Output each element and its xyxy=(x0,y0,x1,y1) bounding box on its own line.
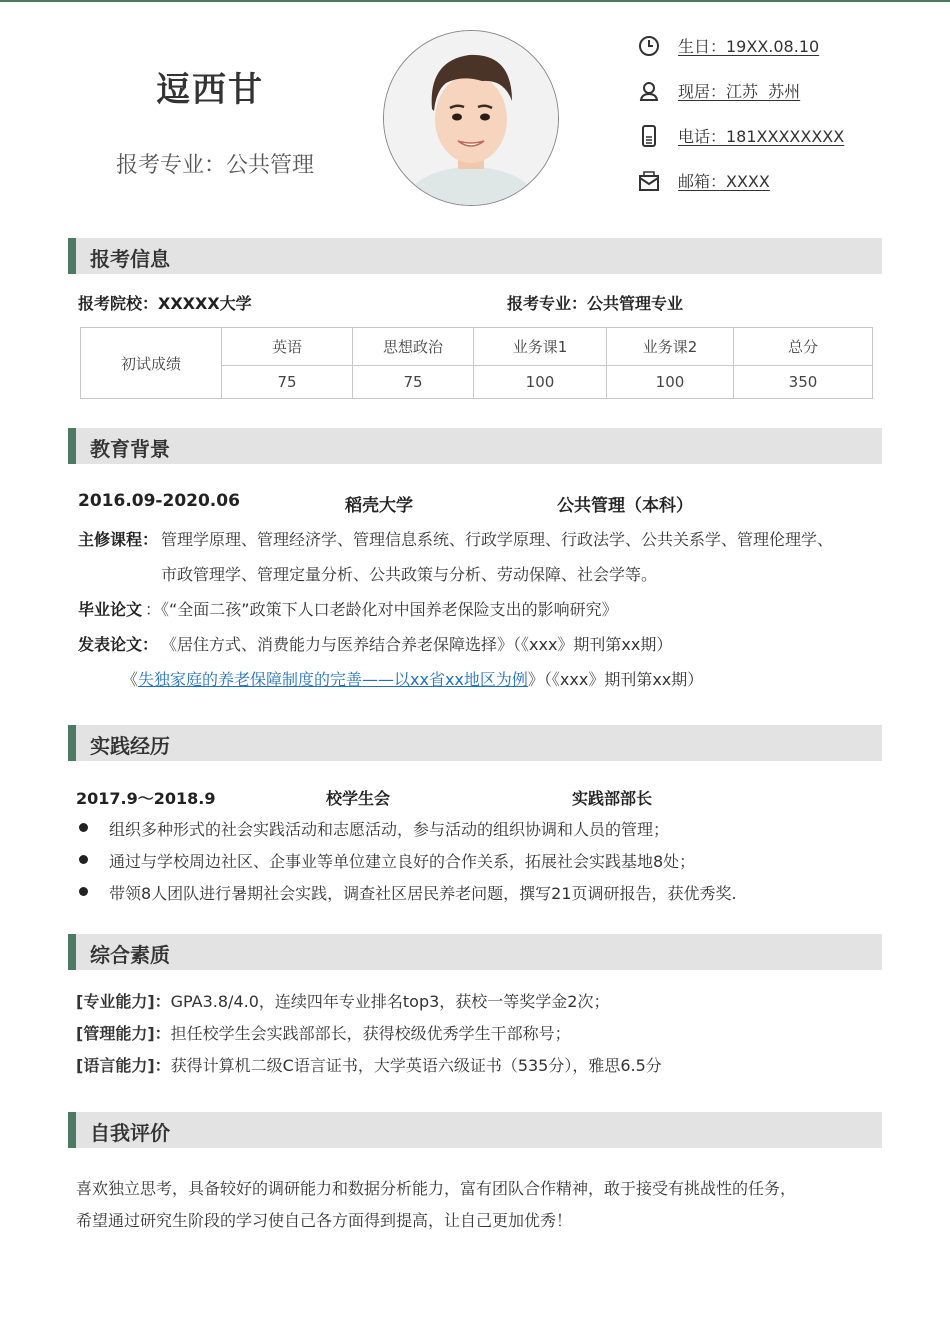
publication-2-open: 《 xyxy=(122,670,139,689)
phone-icon xyxy=(638,125,660,147)
edu-school: 稻壳大学 xyxy=(345,496,413,516)
quality-text: 担任校学生会实践部部长，获得校级优秀学生干部称号； xyxy=(170,1024,571,1043)
bullet-dot xyxy=(79,855,88,864)
score-value: 100 xyxy=(474,366,607,399)
courses-label: 主修课程： xyxy=(78,530,159,549)
publication-2 xyxy=(122,667,703,690)
thesis-text: ：《“全面二孩”政策下人口老龄化对中国养老保险支出的影响研究》 xyxy=(145,600,618,619)
edu-period: 2016.09-2020.06 xyxy=(78,491,240,511)
bullet-dot xyxy=(79,887,88,896)
publication-label: 发表论文： xyxy=(78,635,159,654)
practice-bullet-2: 通过与学校周边社区、企事业等单位建立良好的合作关系，拓展社会实践基地8处； xyxy=(109,852,696,871)
courses-line-1: 管理学原理、管理经济学、管理信息系统、行政学原理、行政法学、公共关系学、管理伦理学、 xyxy=(161,530,834,549)
practice-org: 校学生会 xyxy=(326,789,391,808)
contact-phone xyxy=(638,124,844,147)
section-header-education xyxy=(68,428,882,464)
score-value: 100 xyxy=(607,366,734,399)
bullet-dot xyxy=(79,823,88,832)
section-header-exam xyxy=(68,238,882,274)
quality-text: GPA3.8/4.0，连续四年专业排名top3，获校一等奖学金2次； xyxy=(170,992,610,1011)
quality-label: [专业能力]： xyxy=(76,992,171,1011)
section-title: 自我评价 xyxy=(90,1121,170,1145)
section-accent-bar xyxy=(68,428,76,464)
score-header: 思想政治 xyxy=(353,328,474,366)
contact-location xyxy=(638,79,800,102)
section-header-practice xyxy=(68,725,882,761)
practice-period: 2017.9～2018.9 xyxy=(76,789,216,808)
quality-item xyxy=(76,1021,571,1044)
practice-bullet-1: 组织多种形式的社会实践活动和志愿活动，参与活动的组织协调和人员的管理； xyxy=(109,820,670,839)
email-text: 邮箱：XXXX xyxy=(678,172,770,191)
publication-1: 《居住方式、消费能力与医养结合养老保障选择》（《xxx》期刊第xx期） xyxy=(161,635,673,654)
practice-role: 实践部部长 xyxy=(572,789,653,808)
quality-text: 获得计算机二级C语言证书，大学英语六级证书（535分），雅思6.5分 xyxy=(170,1056,662,1075)
thesis-label: 毕业论文 xyxy=(78,600,143,619)
quality-label: [语言能力]： xyxy=(76,1056,171,1075)
profile-photo xyxy=(383,30,559,206)
quality-item xyxy=(76,989,609,1012)
self-eval-line-2: 希望通过研究生阶段的学习使自己各方面得到提高，让自己更加优秀！ xyxy=(76,1211,573,1230)
practice-bullet-3: 带领8人团队进行暑期社会实践，调查社区居民养老问题，撰写21页调研报告，获优秀奖. xyxy=(109,884,737,903)
clock-icon xyxy=(638,35,660,57)
publication-2-rest: 》（《xxx》期刊第xx期） xyxy=(527,670,704,689)
score-value: 75 xyxy=(222,366,353,399)
score-table xyxy=(80,327,873,399)
target-major: 报考专业：公共管理 xyxy=(115,153,314,178)
location-text: 现居：江苏 苏州 xyxy=(678,82,801,101)
score-header: 业务课1 xyxy=(474,328,607,366)
score-header: 英语 xyxy=(222,328,353,366)
candidate-name: 逗西甘 xyxy=(156,70,264,110)
edu-major: 公共管理（本科） xyxy=(557,496,693,516)
courses-line-2: 市政管理学、管理定量分析、公共政策与分析、劳动保障、社会学等。 xyxy=(161,565,658,584)
score-value: 350 xyxy=(734,366,873,399)
contact-email xyxy=(638,169,770,192)
quality-label: [管理能力]： xyxy=(76,1024,171,1043)
section-accent-bar xyxy=(68,1112,76,1148)
publication-2-link[interactable]: 失独家庭的养老保障制度的完善——以xx省xx地区为例 xyxy=(138,670,528,689)
section-header-quality xyxy=(68,934,882,970)
section-title: 实践经历 xyxy=(90,734,170,758)
section-accent-bar xyxy=(68,934,76,970)
section-title: 教育背景 xyxy=(90,437,170,461)
phone-text: 电话：181XXXXXXXX xyxy=(678,127,845,146)
score-row-label: 初试成绩 xyxy=(81,328,222,399)
score-header: 业务课2 xyxy=(607,328,734,366)
exam-school: 报考院校：XXXXX大学 xyxy=(78,294,252,313)
mail-icon xyxy=(638,170,660,192)
score-header: 总分 xyxy=(734,328,873,366)
location-icon xyxy=(638,80,660,102)
section-header-self xyxy=(68,1112,882,1148)
section-title: 综合素质 xyxy=(90,943,170,967)
exam-major: 报考专业：公共管理专业 xyxy=(507,294,684,313)
section-title: 报考信息 xyxy=(90,247,170,271)
top-accent-line xyxy=(0,0,950,2)
score-value: 75 xyxy=(353,366,474,399)
section-accent-bar xyxy=(68,238,76,274)
birthday-text: 生日：19XX.08.10 xyxy=(678,37,820,56)
contact-birthday xyxy=(638,34,819,57)
self-eval-line-1: 喜欢独立思考，具备较好的调研能力和数据分析能力，富有团队合作精神，敢于接受有挑战性的任务， xyxy=(76,1179,797,1198)
section-accent-bar xyxy=(68,725,76,761)
quality-item xyxy=(76,1053,662,1076)
